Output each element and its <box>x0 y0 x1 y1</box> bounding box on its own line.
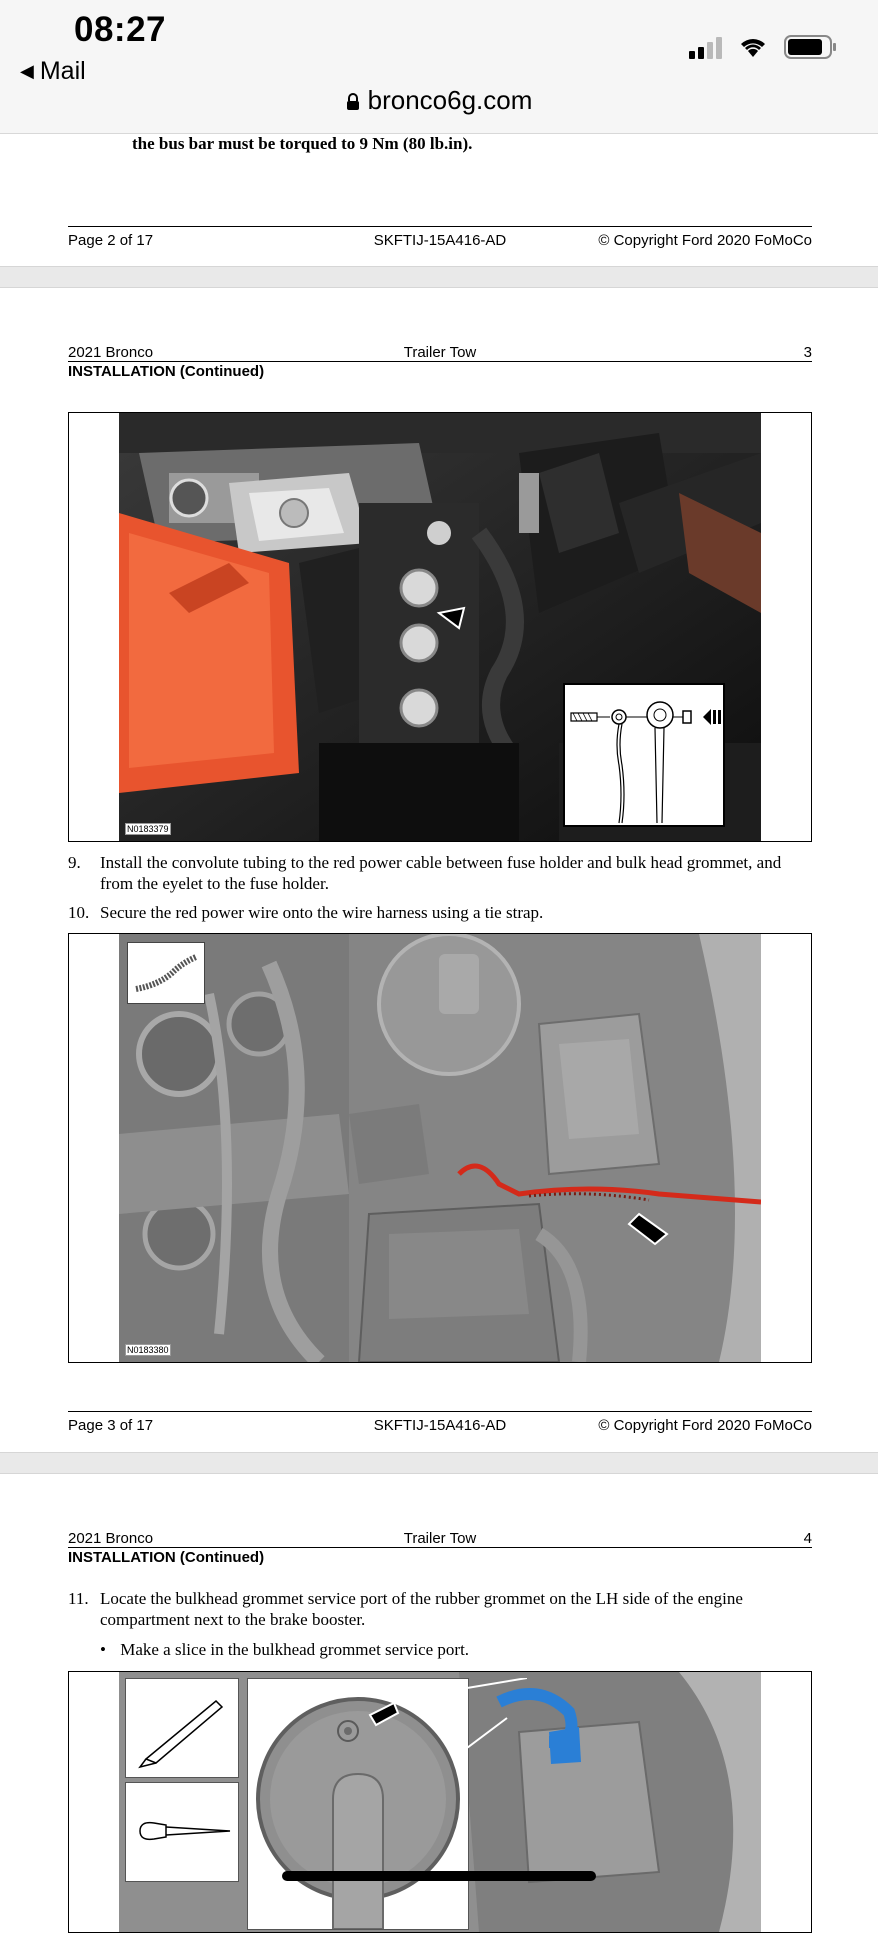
page3-footer-page: Page 3 of 17 <box>68 1417 154 1434</box>
back-triangle-icon: ◀ <box>20 61 34 81</box>
step-11-number: 11. <box>68 1589 89 1608</box>
callout-lines <box>467 1678 527 1758</box>
page2-footer-rule <box>68 226 812 227</box>
page-separator <box>0 1452 878 1474</box>
page2-footer-doc: SKFTIJ-15A416-AD <box>373 232 507 249</box>
page-separator <box>0 266 878 288</box>
fuse-holder-photo <box>119 413 761 841</box>
page4-header-number: 4 <box>803 1530 812 1547</box>
grommet-render <box>119 1672 761 1932</box>
page3-header-title: Trailer Tow <box>403 344 477 361</box>
battery-icon <box>784 34 838 60</box>
status-time: 08:27 <box>74 10 167 49</box>
page3-footer <box>68 1417 812 1434</box>
wifi-icon <box>738 36 768 58</box>
page4-header-title: Trailer Tow <box>403 1530 477 1547</box>
page2-last-line: the bus bar must be torqued to 9 Nm (80 lb.in). <box>132 134 473 153</box>
back-to-mail-button[interactable] <box>20 57 86 86</box>
page4-header-model: 2021 Bronco <box>68 1530 154 1547</box>
engine-bay-render <box>119 934 761 1362</box>
page3-footer-doc: SKFTIJ-15A416-AD <box>373 1417 507 1434</box>
step-11-text: Locate the bulkhead grommet service port of the rubber grommet on the LH side of the engine compartment next to the brake booster. <box>100 1589 743 1629</box>
page3-header-number: 3 <box>803 344 812 361</box>
home-indicator[interactable] <box>282 1871 596 1881</box>
page2-footer-page: Page 2 of 17 <box>68 232 154 249</box>
step-10-number: 10. <box>68 903 90 922</box>
grommet-detail-inset <box>247 1678 469 1930</box>
step-10-text: Secure the red power wire onto the wire harness using a tie strap. <box>100 903 544 922</box>
page4-section-title: INSTALLATION (Continued) <box>68 1549 265 1566</box>
page3-section-title: INSTALLATION (Continued) <box>68 363 265 380</box>
figure2-id: N0183380 <box>127 1345 169 1355</box>
figure1-id: N0183379 <box>127 824 169 834</box>
lock-icon <box>346 93 360 111</box>
figure-bulkhead-grommet <box>68 1671 812 1933</box>
page3-header-rule <box>68 361 812 362</box>
address-bar[interactable] <box>0 85 878 116</box>
page2-footer-copyright: © Copyright Ford 2020 FoMoCo <box>598 232 812 249</box>
step-9-text: Install the convolute tubing to the red power cable between fuse holder and bulk head grommet, and from the eyelet to the fuse holder. <box>100 853 782 893</box>
page3-header <box>68 344 812 361</box>
browser-status-bar <box>0 0 878 134</box>
figure-engine-bay-wiring <box>68 933 812 1363</box>
page4-header <box>68 1530 812 1547</box>
step-9-number: 9. <box>68 853 81 872</box>
page4-header-rule <box>68 1547 812 1548</box>
awl-tool-inset <box>125 1782 239 1882</box>
convolute-tubing-inset <box>127 942 205 1004</box>
page3-footer-rule <box>68 1411 812 1412</box>
page3-header-model: 2021 Bronco <box>68 344 154 361</box>
step-11-bullet-text: Make a slice in the bulkhead grommet service port. <box>120 1640 470 1659</box>
step-11-bullet <box>100 1640 469 1660</box>
url-text: bronco6g.com <box>367 85 533 115</box>
knife-tool-inset <box>125 1678 239 1778</box>
cellular-signal-icon <box>689 35 722 59</box>
figure-fuse-holder <box>68 412 812 842</box>
bullet-icon: • <box>100 1640 106 1659</box>
page3-footer-copyright: © Copyright Ford 2020 FoMoCo <box>598 1417 812 1434</box>
ring-terminal-inset <box>563 683 725 827</box>
back-label: Mail <box>39 57 86 85</box>
page2-footer <box>68 232 812 249</box>
